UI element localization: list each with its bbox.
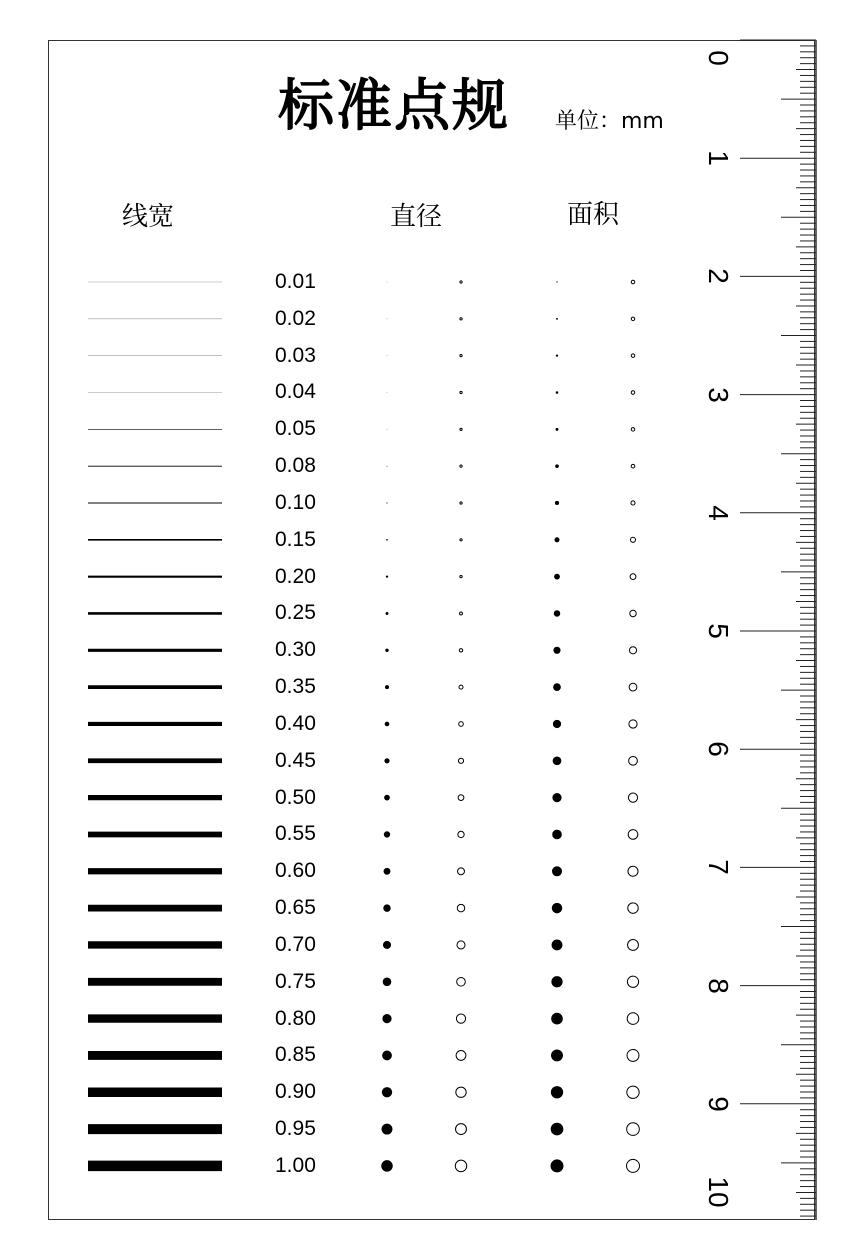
diameter-dot-hollow — [456, 1124, 467, 1135]
diameter-dot-filled — [382, 1051, 392, 1061]
area-dot-filled — [552, 903, 562, 913]
size-value: 0.25 — [275, 601, 316, 625]
unit-label: 单位：mm — [555, 109, 664, 134]
diameter-dot-filled — [386, 612, 389, 615]
area-dot-filled — [552, 793, 561, 802]
ruler-label: 9 — [703, 1096, 734, 1112]
area-dot-hollow — [630, 610, 636, 616]
area-dot-filled — [554, 610, 560, 616]
size-value: 0.01 — [275, 270, 316, 293]
diameter-dot-filled — [387, 392, 388, 393]
diameter-dot-filled — [384, 831, 390, 837]
diameter-dot-hollow — [460, 428, 462, 430]
area-dot-filled — [553, 756, 562, 765]
size-value: 0.03 — [275, 343, 316, 367]
area-dot-filled — [555, 501, 559, 505]
ruler-label: 10 — [703, 1176, 734, 1208]
ruler-label: 6 — [703, 741, 734, 757]
diameter-dot-hollow — [460, 465, 462, 467]
diameter-dot-filled — [385, 722, 390, 727]
size-value: 0.10 — [275, 490, 316, 514]
diameter-dot-filled — [385, 649, 388, 652]
area-dot-hollow — [631, 354, 635, 358]
diameter-dot-hollow — [458, 795, 464, 801]
diameter-dot-hollow — [460, 355, 462, 357]
diameter-dot-hollow — [460, 391, 462, 393]
diameter-dot-filled — [381, 1160, 393, 1172]
area-dot-hollow — [627, 976, 638, 987]
ruler-label: 3 — [703, 386, 734, 403]
area-dot-hollow — [629, 683, 637, 691]
area-dot-hollow — [631, 501, 635, 505]
area-dot-hollow — [631, 391, 635, 395]
diameter-dot-hollow — [456, 1051, 466, 1061]
area-dot-filled — [551, 976, 562, 987]
area-dot-filled — [556, 428, 559, 431]
area-dot-hollow — [628, 830, 638, 840]
area-dot-hollow — [630, 537, 635, 542]
ruler-label: 2 — [703, 268, 734, 285]
diameter-dot-hollow — [456, 1014, 465, 1023]
size-value: 0.70 — [275, 932, 316, 956]
diameter-dot-filled — [384, 758, 389, 763]
diameter-dot-filled — [387, 282, 388, 283]
area-dot-hollow — [631, 464, 635, 468]
size-value: 0.15 — [275, 527, 316, 551]
ruler-label: 7 — [703, 859, 734, 876]
diameter-dot-filled — [387, 466, 388, 467]
header-line-width: 线宽 — [122, 202, 175, 232]
area-dot-filled — [552, 940, 563, 951]
size-value: 0.60 — [275, 859, 316, 883]
area-dot-hollow — [627, 1159, 640, 1172]
area-dot-filled — [555, 464, 559, 468]
diameter-dot-hollow — [459, 649, 462, 652]
diameter-dot-filled — [384, 868, 391, 875]
area-dot-filled — [554, 574, 560, 580]
area-dot-hollow — [627, 1123, 640, 1136]
ruler-label: 4 — [703, 505, 734, 521]
diameter-dot-hollow — [458, 868, 465, 875]
area-dot-filled — [553, 720, 561, 728]
size-value: 0.75 — [275, 969, 316, 993]
area-dot-hollow — [628, 866, 638, 876]
area-dot-filled — [556, 355, 558, 357]
size-value: 0.80 — [275, 1006, 316, 1030]
header-diameter: 直径 — [390, 202, 443, 232]
area-dot-hollow — [629, 720, 637, 728]
diameter-dot-filled — [386, 539, 388, 541]
page-title: 标准点规 — [278, 74, 510, 139]
diameter-dot-hollow — [458, 831, 464, 837]
size-value: 0.90 — [275, 1080, 316, 1104]
diameter-dot-filled — [384, 795, 390, 801]
size-value: 0.04 — [275, 380, 316, 404]
size-value: 0.05 — [275, 417, 316, 441]
diameter-dot-hollow — [460, 575, 462, 577]
area-dot-filled — [556, 318, 558, 320]
diameter-dot-filled — [383, 904, 390, 911]
diameter-dot-filled — [385, 685, 389, 689]
area-dot-filled — [551, 1159, 564, 1172]
area-dot-filled — [551, 1049, 563, 1061]
size-value: 0.40 — [275, 711, 316, 735]
diameter-dot-filled — [386, 502, 387, 503]
area-dot-hollow — [631, 428, 635, 432]
ruler-label: 1 — [703, 150, 734, 166]
area-dot-hollow — [628, 793, 637, 802]
area-dot-hollow — [631, 317, 635, 321]
diameter-dot-hollow — [456, 1087, 466, 1097]
area-dot-filled — [551, 1123, 564, 1136]
diameter-dot-hollow — [460, 281, 462, 283]
diameter-dot-filled — [382, 1124, 393, 1135]
area-dot-filled — [553, 683, 561, 691]
area-dot-filled — [556, 391, 559, 394]
area-dot-filled — [552, 866, 562, 876]
area-dot-filled — [551, 1086, 563, 1098]
area-dot-filled — [556, 281, 557, 282]
diameter-dot-hollow — [457, 977, 466, 986]
diameter-dot-hollow — [460, 502, 462, 504]
ruler-label: 0 — [703, 50, 734, 66]
area-dot-hollow — [629, 756, 638, 765]
size-value: 0.08 — [275, 454, 316, 478]
header-area: 面积 — [567, 200, 620, 230]
ruler-label: 5 — [703, 623, 734, 639]
size-value: 0.30 — [275, 638, 316, 662]
diameter-dot-hollow — [459, 722, 464, 727]
diameter-dot-filled — [386, 575, 388, 577]
size-value: 0.55 — [275, 822, 316, 846]
size-value: 0.65 — [275, 896, 316, 920]
diameter-dot-filled — [387, 355, 388, 356]
diameter-dot-hollow — [455, 1160, 467, 1172]
diameter-dot-hollow — [457, 904, 464, 911]
diameter-dot-hollow — [458, 758, 463, 763]
area-dot-hollow — [630, 574, 636, 580]
diameter-dot-hollow — [459, 685, 463, 689]
diameter-dot-filled — [382, 1087, 392, 1097]
ruler-label: 8 — [703, 977, 734, 994]
diameter-dot-filled — [387, 319, 388, 320]
diameter-dot-filled — [387, 429, 388, 430]
size-value: 0.20 — [275, 564, 316, 588]
diameter-dot-filled — [382, 1014, 391, 1023]
size-value: 0.45 — [275, 748, 316, 772]
diameter-dot-filled — [383, 941, 391, 949]
area-dot-hollow — [628, 903, 638, 913]
size-value: 0.35 — [275, 675, 316, 699]
area-dot-filled — [551, 1013, 563, 1025]
area-dot-filled — [554, 537, 559, 542]
size-value: 0.50 — [275, 785, 316, 809]
diameter-dot-hollow — [460, 612, 463, 615]
area-dot-filled — [552, 830, 562, 840]
size-value: 0.95 — [275, 1117, 316, 1141]
diameter-dot-hollow — [460, 539, 462, 541]
size-value: 1.00 — [275, 1153, 316, 1177]
area-dot-hollow — [627, 1086, 639, 1098]
diameter-dot-hollow — [457, 941, 465, 949]
area-dot-hollow — [628, 940, 639, 951]
area-dot-hollow — [627, 1013, 639, 1025]
area-dot-hollow — [629, 647, 636, 654]
size-value: 0.02 — [275, 306, 316, 330]
area-dot-hollow — [627, 1049, 639, 1061]
area-dot-filled — [553, 647, 560, 654]
size-value: 0.85 — [275, 1043, 316, 1067]
diameter-dot-hollow — [460, 318, 462, 320]
area-dot-hollow — [631, 280, 635, 284]
diameter-dot-filled — [383, 977, 392, 986]
